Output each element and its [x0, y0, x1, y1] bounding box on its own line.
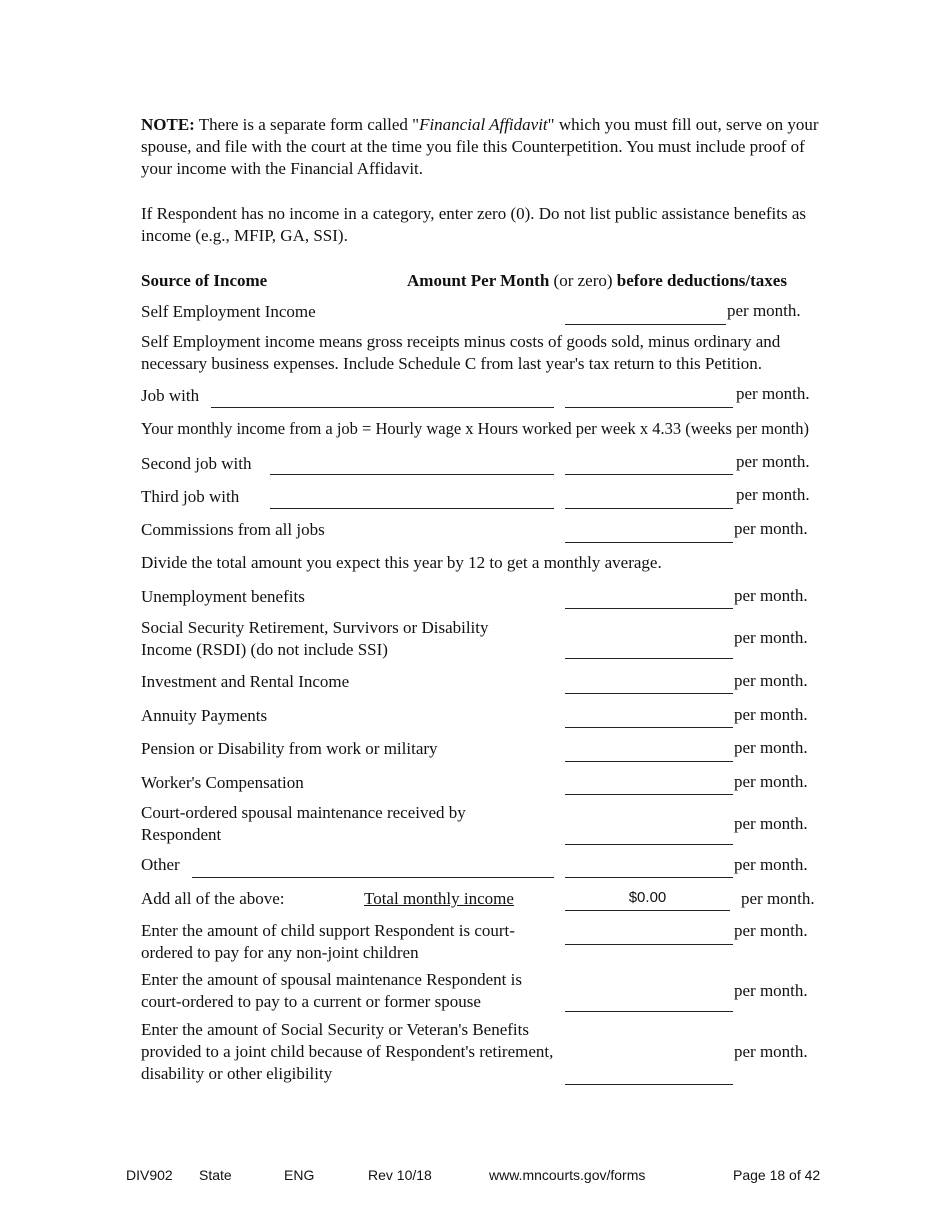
other-amount[interactable] — [565, 857, 733, 878]
per-month: per month. — [734, 738, 808, 757]
workers-comp-label: Worker's Compensation — [141, 773, 304, 792]
per-month: per month. — [734, 855, 808, 874]
header-amount-bold: Amount Per Month — [407, 271, 550, 290]
add-all-label: Add all of the above: — [141, 889, 285, 908]
rsdi-amount[interactable] — [565, 638, 733, 659]
third-job-employer-field[interactable] — [270, 488, 554, 509]
per-month: per month. — [734, 671, 808, 690]
second-job-employer-field[interactable] — [270, 454, 554, 475]
per-month: per month. — [727, 301, 801, 320]
footer-state: State — [199, 1167, 232, 1183]
child-support-label: Enter the amount of child support Respondent is court-ordered to pay for any non-joint children — [141, 921, 515, 962]
self-employment-amount[interactable] — [565, 304, 726, 325]
per-month: per month. — [734, 705, 808, 724]
per-month: per month. — [734, 772, 808, 791]
ss-veteran-amount[interactable] — [565, 1064, 733, 1085]
rsdi-label: Social Security Retirement, Survivors or Disability Income (RSDI) (do not include SSI) — [141, 618, 489, 659]
ss-veteran-label: Enter the amount of Social Security or Veteran's Benefits provided to a joint child because of Respondent's retirement, disability or other eligibility — [141, 1020, 554, 1083]
other-label: Other — [141, 855, 180, 874]
header-amount-normal: (or zero) — [549, 271, 617, 290]
per-month: per month. — [736, 485, 810, 504]
spousal-received-label: Court-ordered spousal maintenance received by Respondent — [141, 803, 466, 844]
annuity-label: Annuity Payments — [141, 706, 268, 725]
footer-revision: Rev 10/18 — [368, 1167, 432, 1183]
spousal-received-amount[interactable] — [565, 824, 733, 845]
second-job-amount[interactable] — [565, 454, 733, 475]
commissions-amount[interactable] — [565, 522, 733, 543]
per-month: per month. — [734, 981, 808, 1000]
job-note: Your monthly income from a job = Hourly wage x Hours worked per week x 4.33 (weeks per month) — [141, 419, 809, 438]
note-form-name: Financial Affidavit — [419, 115, 548, 134]
footer-page-number: Page 18 of 42 — [733, 1167, 821, 1183]
instruction-paragraph: If Respondent has no income in a category, enter zero (0). Do not list public assistance benefits as income (e.g., MFIP, GA, SSI). — [141, 204, 807, 245]
self-employment-label: Self Employment Income — [141, 302, 316, 321]
per-month: per month. — [736, 452, 810, 471]
per-month: per month. — [734, 814, 808, 833]
other-source-field[interactable] — [192, 857, 554, 878]
note-paragraph — [141, 114, 831, 180]
pension-label: Pension or Disability from work or military — [141, 739, 438, 758]
spousal-paid-label: Enter the amount of spousal maintenance Respondent is court-ordered to pay to a current or former spouse — [141, 970, 522, 1011]
self-employment-note: Self Employment income means gross receipts minus costs of goods sold, minus ordinary and necessary business expenses. Include Schedule C from last year's tax return to this Petition. — [141, 332, 781, 373]
note-label: NOTE: — [141, 115, 195, 134]
header-source: Source of Income — [141, 271, 268, 290]
footer-url[interactable]: www.mncourts.gov/forms — [489, 1167, 646, 1183]
second-job-label: Second job with — [141, 454, 252, 473]
commissions-label: Commissions from all jobs — [141, 520, 325, 539]
pension-amount[interactable] — [565, 741, 733, 762]
workers-comp-amount[interactable] — [565, 774, 733, 795]
total-monthly-income-label: Total monthly income — [364, 889, 514, 908]
annuity-amount[interactable] — [565, 707, 733, 728]
total-underline — [565, 910, 730, 911]
header-amount-tail: before deductions/taxes — [616, 271, 787, 290]
per-month: per month. — [736, 384, 810, 403]
per-month: per month. — [741, 889, 815, 908]
footer-language: ENG — [284, 1167, 315, 1183]
header-amount — [407, 270, 787, 292]
per-month: per month. — [734, 1042, 808, 1061]
footer-form-number: DIV902 — [126, 1167, 173, 1183]
job-amount[interactable] — [565, 387, 733, 408]
commissions-note: Divide the total amount you expect this year by 12 to get a monthly average. — [141, 553, 662, 572]
note-text-a: There is a separate form called " — [194, 115, 420, 134]
per-month: per month. — [734, 519, 808, 538]
job-employer-field[interactable] — [211, 387, 554, 408]
per-month: per month. — [734, 586, 808, 605]
per-month: per month. — [734, 921, 808, 940]
third-job-label: Third job with — [141, 487, 240, 506]
child-support-amount[interactable] — [565, 924, 733, 945]
investment-label: Investment and Rental Income — [141, 672, 350, 691]
unemployment-label: Unemployment benefits — [141, 587, 305, 606]
third-job-amount[interactable] — [565, 488, 733, 509]
per-month: per month. — [734, 628, 808, 647]
job-label: Job with — [141, 386, 200, 405]
total-monthly-income-value: $0.00 — [628, 889, 667, 906]
unemployment-amount[interactable] — [565, 588, 733, 609]
investment-amount[interactable] — [565, 673, 733, 694]
spousal-paid-amount[interactable] — [565, 991, 733, 1012]
note-text-b: " which you must fill out, serve on your spouse, and file with the court at the time you file this Counterpetition. You must include proof of your income with the Financial Affidavit. — [141, 115, 819, 178]
